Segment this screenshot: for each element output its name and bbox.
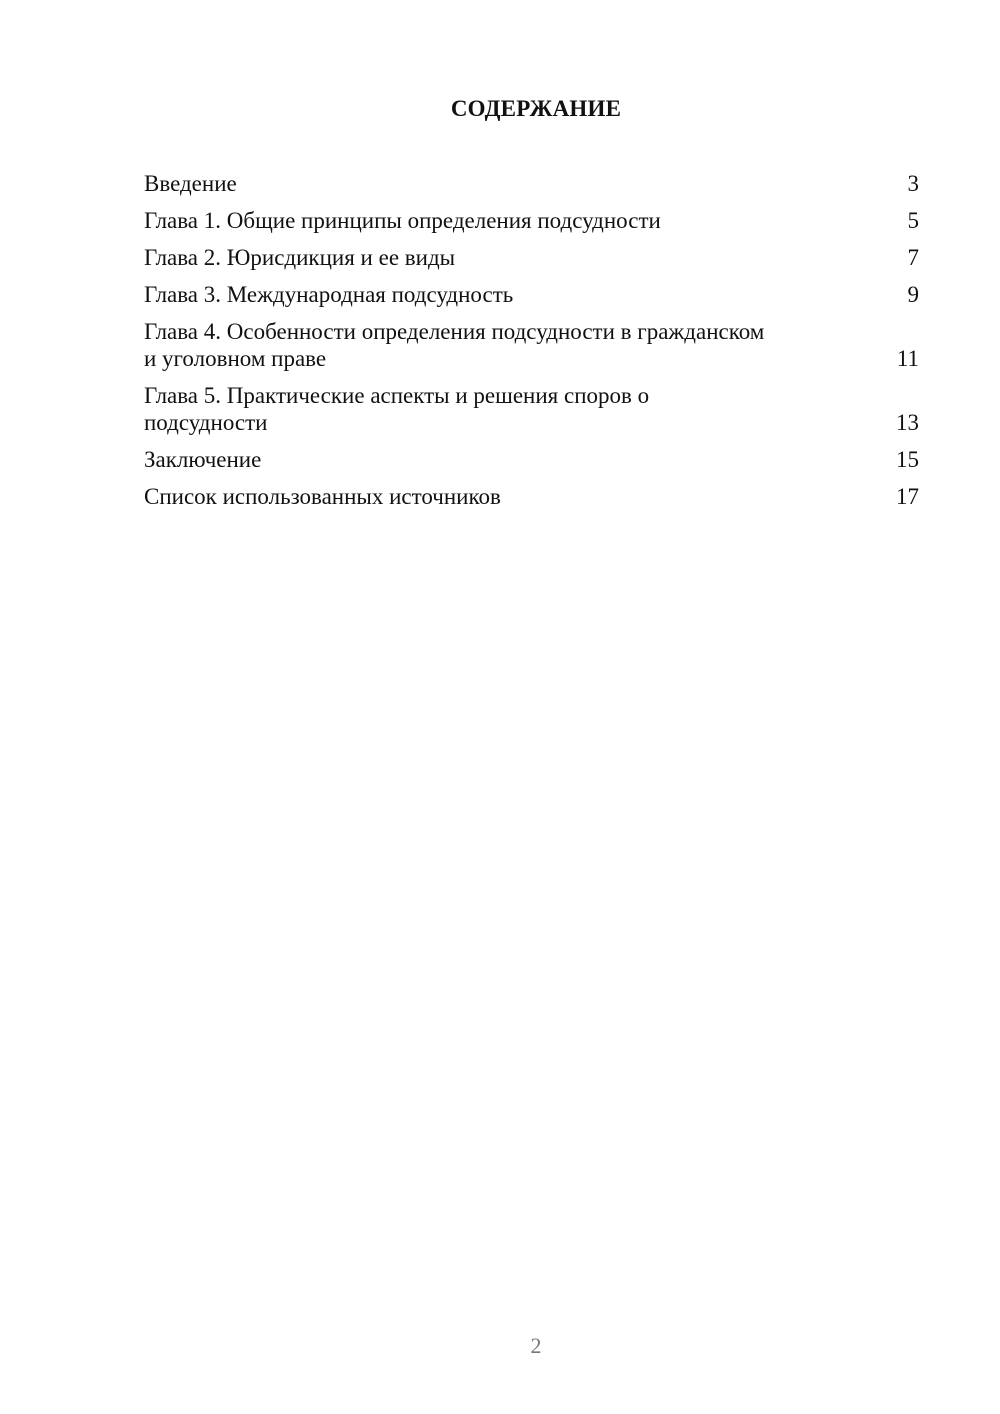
toc-entry-chapter-3 xyxy=(144,281,919,308)
toc-entry-title: Введение xyxy=(144,171,237,196)
toc-entry-page: 7 xyxy=(907,245,919,270)
toc-entry-page: 15 xyxy=(896,447,919,472)
toc-entry-conclusion xyxy=(144,446,919,473)
toc-entry-introduction xyxy=(144,170,919,197)
toc-entry-page: 9 xyxy=(907,282,919,307)
toc-entry-references xyxy=(144,483,919,510)
toc-entry-chapter-5 xyxy=(144,382,919,436)
toc-entry-page: 17 xyxy=(896,484,919,509)
toc-entry-title: Глава 1. Общие принципы определения подсудности xyxy=(144,208,661,233)
toc-entry-title: Заключение xyxy=(144,447,262,472)
toc-entry-title: Глава 4. Особенности определения подсудности в гражданском и уголовном праве xyxy=(144,319,765,371)
page-title: СОДЕРЖАНИЕ xyxy=(450,96,622,121)
page-number: 2 xyxy=(530,1333,542,1358)
toc-entry-title: Список использованных источников xyxy=(144,484,501,509)
toc-entry-chapter-1 xyxy=(144,207,919,234)
toc-entry-title: Глава 2. Юрисдикция и ее виды xyxy=(144,245,456,270)
toc-entry-page: 5 xyxy=(907,208,919,233)
toc-entry-title: Глава 3. Международная подсудность xyxy=(144,282,514,307)
toc-entry-title: Глава 5. Практические аспекты и решения споров о подсудности xyxy=(144,383,650,435)
toc-entry-chapter-2 xyxy=(144,244,919,271)
toc-entry-page: 11 xyxy=(896,346,919,371)
toc-entry-page: 3 xyxy=(907,171,919,196)
toc-entry-page: 13 xyxy=(896,410,919,435)
table-of-contents xyxy=(144,170,919,520)
toc-entry-chapter-4 xyxy=(144,318,919,372)
